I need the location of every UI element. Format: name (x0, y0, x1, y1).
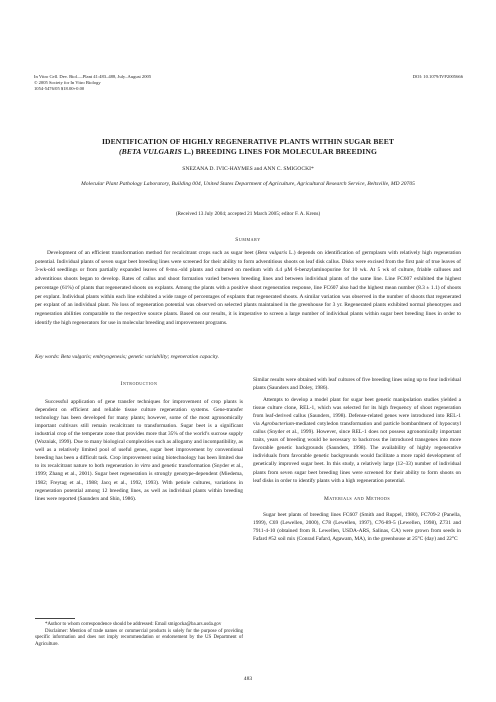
title-line-2 (40, 147, 456, 157)
authors: SNEZANA D. IVIC-HAYMES and ANN C. SMIGOCKI* (182, 166, 314, 172)
abstract-part-2: L.) depends on identification of germplasm with relatively high regeneration potential. Individual plants of seven sugar beet breeding lines were screened for their ability to form adventitious shoots on leaf disk callus. Disks were excised from the first pair of true leaves of 3-wk-old seedlings or from partially expanded leaves of 8-mo.-old plants and cultured on medium with 4.4 μM 6-benzylaminopurine for 10 wk. At 5 wk of culture, friable calluses and adventitious shoots began to develop. Rates of callus and shoot formation varied between breeding lines and between individual plants of the same line. Line FC607 exhibited the highest percentage (61%) of plants that regenerated shoots on explants. Among the plants with a positive shoot regeneration response, line FC607 also had the highest mean number (8.3 ± 1.1) of shoots per explant. Individual plants within each line exhibited a wide range of percentages of explants that regenerated shoots. A similar variation was observed in the number of shoots that regenerated per explant of an individual plant. No loss of regeneration potential was observed on selected plants maintained in the greenhouse for 3 yr. Regenerated plants exhibited normal phenotypes and regeneration abilities comparable to the respective source plants. Based on our results, it is imperative to screen a large number of individual plants within sugar beet breeding lines in order to identify the high regenerators for use in molecular breeding and improvement programs. (35, 250, 462, 326)
keywords-label: Key words: (35, 354, 60, 360)
keywords (35, 354, 461, 360)
abstract (35, 249, 461, 327)
citation-line-1: In Vitro Cell. Dev. Biol.—Plant 41:483–488, July–August 2005 (34, 74, 152, 79)
received-dates: (Received 13 July 2004; accepted 21 March 2005; editor F. A. Krens) (175, 211, 321, 217)
introduction-heading: Introduction (120, 381, 158, 387)
right-paragraph-1: Similar results were obtained with leaf cultures of five breeding lines using up to four individual plants (Saunders and Doley, 1986). (253, 377, 461, 392)
footnote (35, 622, 243, 648)
intro-text-2: and genetic transformation (Snyder et al., 1999; Zhang et al., 2001). Sugar beet regeneration is strongly genotype-dependent (Miedema, 1982; Freytag et al., 1988; Jacq et al., 1992, 1993). With petiole cultures, variations in regeneration potential among 12 breeding lines, as well as individual plants within breeding lines were reported (Saunders and Shin, 1986). (35, 463, 243, 502)
right-text-2: -mediated cotyledon transformation and particle bombardment of hypocotyl callus (Snyder et al., 1999). However, since REL-1 does not possess agronomically important traits, years of breeding would be necessary to backcross the introduced transgenes into more favorable genetic backgrounds (Saunders, 1998). The availability of highly regenerative individuals from favorable genetic backgrounds would facilitate a more rapid development of genetically improved sugar beet. In this study, a relatively large (12–33) number of individual plants from seven sugar beet breeding lines were screened for their ability to form shoots on leaf disks in order to identify plants with a high regeneration potential. (253, 421, 462, 484)
right-column (253, 376, 461, 543)
intro-italic: in vitro (134, 463, 151, 470)
page-number: 483 (243, 676, 253, 682)
keywords-list: ; embryogenesis; genetic variability; regeneration capacity. (89, 354, 219, 360)
citation-line-2: © 2005 Society for In Vitro Biology (34, 80, 101, 85)
left-column (35, 380, 243, 503)
title-line-2-rest: L.) BREEDING LINES FOR MOLECULAR BREEDING (181, 147, 377, 156)
right-italic: Agrobacterium (261, 421, 294, 428)
keywords-species: Beta vulgaris (60, 354, 90, 360)
title-species: (BETA VULGARIS (119, 147, 182, 156)
footnote-disclaimer: Disclaimer: Mention of trade names or commercial products is solely for the purpose of providing specific information and does not imply recommendation or endorsement by the US Department of Agriculture. (35, 628, 243, 647)
footnote-divider (35, 618, 75, 619)
journal-citation (34, 74, 151, 92)
title-line-1: IDENTIFICATION OF HIGHLY REGENERATIVE PLANTS WITHIN SUGAR BEET (101, 137, 395, 146)
abstract-species: Beta vulgaris (257, 250, 288, 256)
methods-heading: Materials and Methods (323, 495, 391, 502)
summary-heading: Summary (235, 237, 261, 243)
methods-paragraph: Sugar beet plants of breeding lines FC607 (Smith and Ruppel, 1980), FC709-2 (Panella, 1999), C69 (Lewellen, 2000), C78 (Lewellen, 1997), C76-89-5 (Lewellen, 1998), Z731 and 7911-4-10 (obtained from R. Lewellen, USDA-ARS, Salinas, CA) were grown from seeds in Fafard #52 soil mix (Conrad Fafard, Agawam, MA), in the greenhouse at 25°C (day) and 22°C (253, 511, 461, 542)
doi: DOI: 10.1079/IVP2005666 (412, 74, 463, 79)
introduction-paragraph (35, 398, 243, 503)
citation-line-3: 1054-5476/05 $18.00+0.00 (34, 86, 85, 91)
abstract-part-1: Development of an efficient transformation method for recalcitrant crops such as sugar beet ( (47, 250, 258, 256)
footnote-author: *Author to whom correspondence should be addressed: Email smigocka@ba.ars.usda.gov (45, 622, 222, 627)
article-title (40, 137, 456, 157)
affiliation: Molecular Plant Pathology Laboratory, Building 004, United States Department of Agriculture, Agricultural Research Service, Beltsville, MD 20705 (81, 181, 415, 187)
right-text-1: Attempts to develop a model plant for sugar beet genetic manipulation studies yielded a tissue culture clone, REL-1, which was selected for its high frequency of shoot regeneration from leaf-derived callus (Saunders, 1998). Defense-related genes were introduced into REL-1 via (253, 397, 461, 428)
intro-text-1: Successful application of gene transfer techniques for improvement of crop plants is dependent on efficient and reliable tissue culture regeneration systems. Gene-transfer technology has been developed for many plants; however, some of the most agronomically important cultivars still remain recalcitrant to transformation. Sugar beet is a significant industrial crop of the temperate zone that provides more that 35% of the world’s sucrose supply (Wozniak, 1999). Due to many biological complexities such as allogamy and incompatibility, as well as a relatively limited pool of useful genes, sugar beet improvement by conventional breeding has been a difficult task. Crop improvement using biotechnology has been limited due to its recalcitrant nature to both regeneration (35, 399, 243, 470)
right-paragraph-2 (253, 396, 461, 485)
